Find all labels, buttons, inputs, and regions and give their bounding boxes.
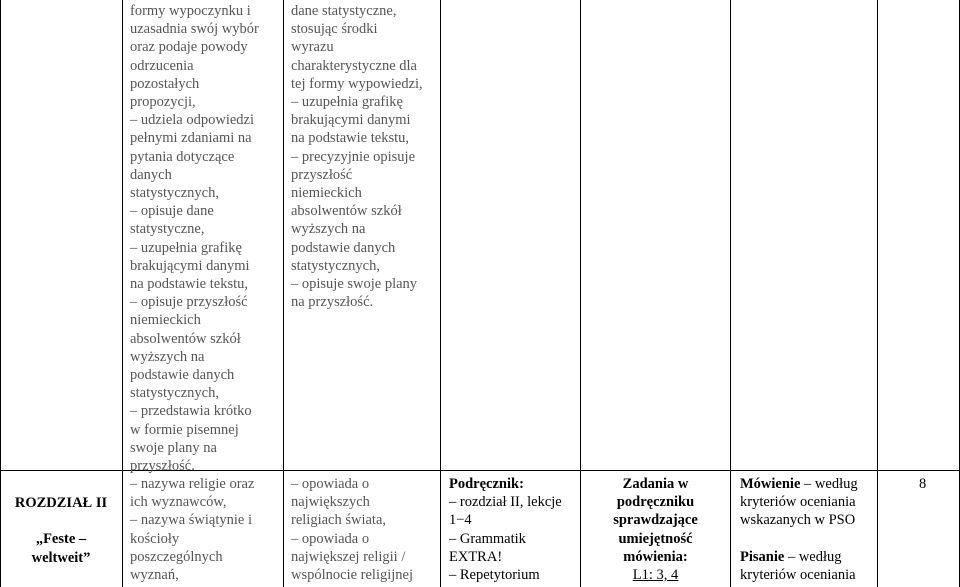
requirement-line: swoje plany na (130, 439, 217, 456)
textbook-references (449, 475, 562, 584)
requirement-line: podstawie danych (291, 239, 396, 256)
tasks-line: umiejętność (618, 530, 693, 547)
requirement-line: odrzucenia (130, 57, 194, 74)
requirement-line: pytania dotyczące (130, 148, 235, 165)
requirement-line: niemieckich (291, 185, 362, 202)
requirement-line: na podstawie tekstu, (130, 276, 248, 293)
requirement-line: – nazywa świątynie i (130, 512, 253, 529)
requirement-line: – opowiada o (291, 476, 370, 492)
row1-requirements-extended (291, 2, 423, 311)
textbook-label: Podręcznik: (449, 476, 524, 492)
requirement-line: dane statystyczne, (291, 3, 397, 19)
chapter-subtitle: weltweit” (31, 550, 91, 566)
hours-count: 8 (919, 476, 927, 492)
table-border (283, 0, 284, 587)
requirement-line: absolwentów szkół (130, 330, 241, 347)
speaking-criteria-line: wskazanych w PSO (740, 512, 856, 529)
requirement-line: – nazywa religie oraz (130, 476, 255, 492)
table-border (122, 0, 123, 587)
requirement-line: propozycji, (130, 94, 196, 111)
requirement-line: – uzupełnia grafikę (130, 239, 242, 256)
requirement-line: uzasadnia swój wybór (130, 21, 259, 38)
speaking-criteria (740, 475, 858, 493)
requirement-line: pozostałych (130, 75, 200, 92)
requirement-line: religiach świata, (291, 512, 387, 529)
chapter-subtitle: „Feste – (35, 531, 87, 547)
writing-criteria-line: kryteriów oceniania (740, 566, 856, 583)
requirement-line: w formie pisemnej (130, 421, 239, 438)
writing-rest: – według (784, 548, 842, 565)
requirement-line: charakterystyczne dla (291, 57, 417, 74)
requirement-line: brakującymi danymi (130, 257, 250, 274)
requirement-line: – opisuje przyszłość (130, 294, 248, 311)
requirement-line: danych (130, 166, 172, 183)
requirement-line: na przyszłość. (291, 294, 374, 311)
textbook-line: – Repetytorium (449, 567, 540, 584)
tasks-line: podręczniku (616, 494, 695, 511)
requirement-line: wspólnocie religijnej (291, 567, 414, 584)
row1-requirements-basic (130, 2, 259, 475)
requirement-line: stosując środki (291, 21, 378, 38)
requirement-line: – opowiada o (291, 530, 370, 547)
assessment-criteria (740, 475, 858, 584)
requirement-line: największej religii / (291, 548, 406, 565)
table-border (440, 0, 441, 587)
requirement-line: poszczególnych (130, 548, 223, 565)
textbook-line: 1−4 (449, 512, 472, 529)
requirement-line: pełnymi zdaniami na (130, 130, 252, 147)
table-border (730, 0, 731, 587)
tasks-line: sprawdzające (613, 512, 698, 529)
writing-label: Pisanie (740, 548, 785, 565)
tasks-detail: L1: 3, 4 (632, 567, 679, 584)
row2-requirements-extended (291, 475, 413, 584)
requirement-line: – przedstawia krótko (130, 403, 252, 420)
requirement-line: absolwentów szkół (291, 203, 402, 220)
table-border (877, 0, 878, 587)
requirement-line: – udziela odpowiedzi (130, 112, 255, 129)
requirement-line: statystycznych, (130, 385, 219, 402)
tasks-line: Zadania w (622, 476, 689, 492)
chapter-title: ROZDZIAŁ II (14, 495, 108, 511)
tasks-line: mówienia: (623, 548, 688, 565)
requirement-line: wyższych na (291, 221, 366, 238)
requirement-line: podstawie danych (130, 367, 235, 384)
requirement-line: przyszłość. (130, 458, 195, 475)
speaking-rest: – według (800, 476, 858, 492)
requirement-line: niemieckich (130, 312, 201, 329)
requirement-line: – uzupełnia grafikę (291, 94, 403, 111)
requirement-line: kościoły (130, 530, 180, 547)
requirement-line: wyznań, (130, 567, 179, 584)
row2-requirements-basic (130, 475, 254, 584)
requirement-line: przyszłość (291, 166, 353, 183)
speaking-tasks (581, 475, 730, 584)
speaking-label: Mówienie (740, 476, 801, 492)
requirement-line: brakującymi danymi (291, 112, 411, 129)
speaking-criteria-line: kryteriów oceniania (740, 494, 856, 511)
requirement-line: wyrazu (291, 39, 334, 56)
textbook-line: EXTRA! (449, 548, 503, 565)
requirement-line: na podstawie tekstu, (291, 130, 409, 147)
requirement-line: – precyzyjnie opisuje (291, 148, 416, 165)
requirement-line: statystycznych, (291, 257, 380, 274)
requirement-line: – opisuje swoje plany (291, 276, 418, 293)
requirement-line: ich wyznawców, (130, 494, 227, 511)
requirement-line: wyższych na (130, 348, 205, 365)
requirement-line: formy wypoczynku i (130, 3, 251, 19)
table-border (0, 0, 1, 587)
requirement-line: oraz podaje powody (130, 39, 248, 56)
requirement-line: tej formy wypowiedzi, (291, 75, 423, 92)
writing-criteria (740, 548, 858, 566)
requirement-line: największych (291, 494, 370, 511)
requirement-line: – opisuje dane (130, 203, 214, 220)
requirement-line: statystycznych, (130, 185, 219, 202)
requirement-line: statystyczne, (130, 221, 205, 238)
textbook-line: – Grammatik (449, 530, 526, 547)
textbook-line: – rozdział II, lekcje (449, 494, 562, 511)
